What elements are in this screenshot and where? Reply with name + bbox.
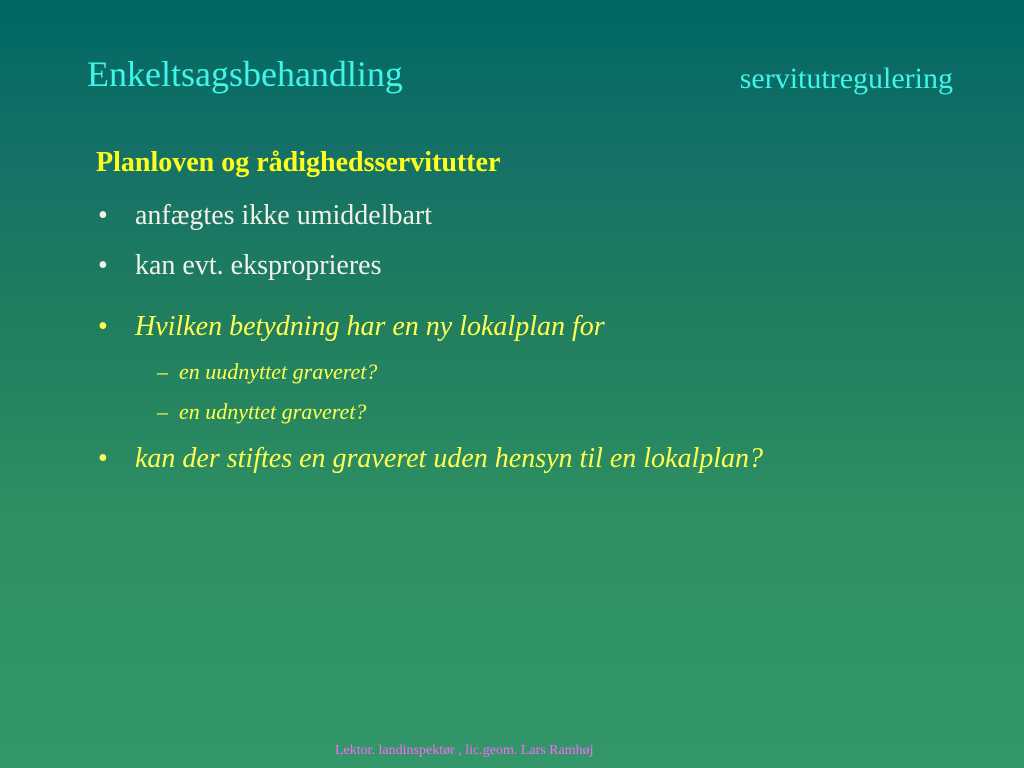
sub-bullet-text: en udnyttet graveret? <box>179 399 367 424</box>
bullet-marker: • <box>98 443 108 474</box>
bullet-text: Hvilken betydning har en ny lokalplan for <box>135 311 605 342</box>
slide-title: Enkeltsagsbehandling <box>87 54 403 94</box>
bullet-text: anfægtes ikke umiddelbart <box>135 200 433 231</box>
dash-marker: – <box>157 359 168 384</box>
dash-marker: – <box>157 399 168 424</box>
bullet-marker: • <box>98 200 108 231</box>
bullet-text: kan evt. eksproprieres <box>135 250 382 281</box>
section-heading: Planloven og rådighedsservitutter <box>96 147 501 178</box>
sub-bullet-text: en uudnyttet graveret? <box>179 359 378 384</box>
bullet-marker: • <box>98 250 108 281</box>
footer-credit: Lektor. landinspektør , lic.geom. Lars Ramhøj <box>335 743 594 758</box>
slide-subtitle: servitutregulering <box>739 62 953 95</box>
bullet-marker: • <box>98 311 108 342</box>
bullet-text: kan der stiftes en graveret uden hensyn til en lokalplan? <box>135 443 764 474</box>
